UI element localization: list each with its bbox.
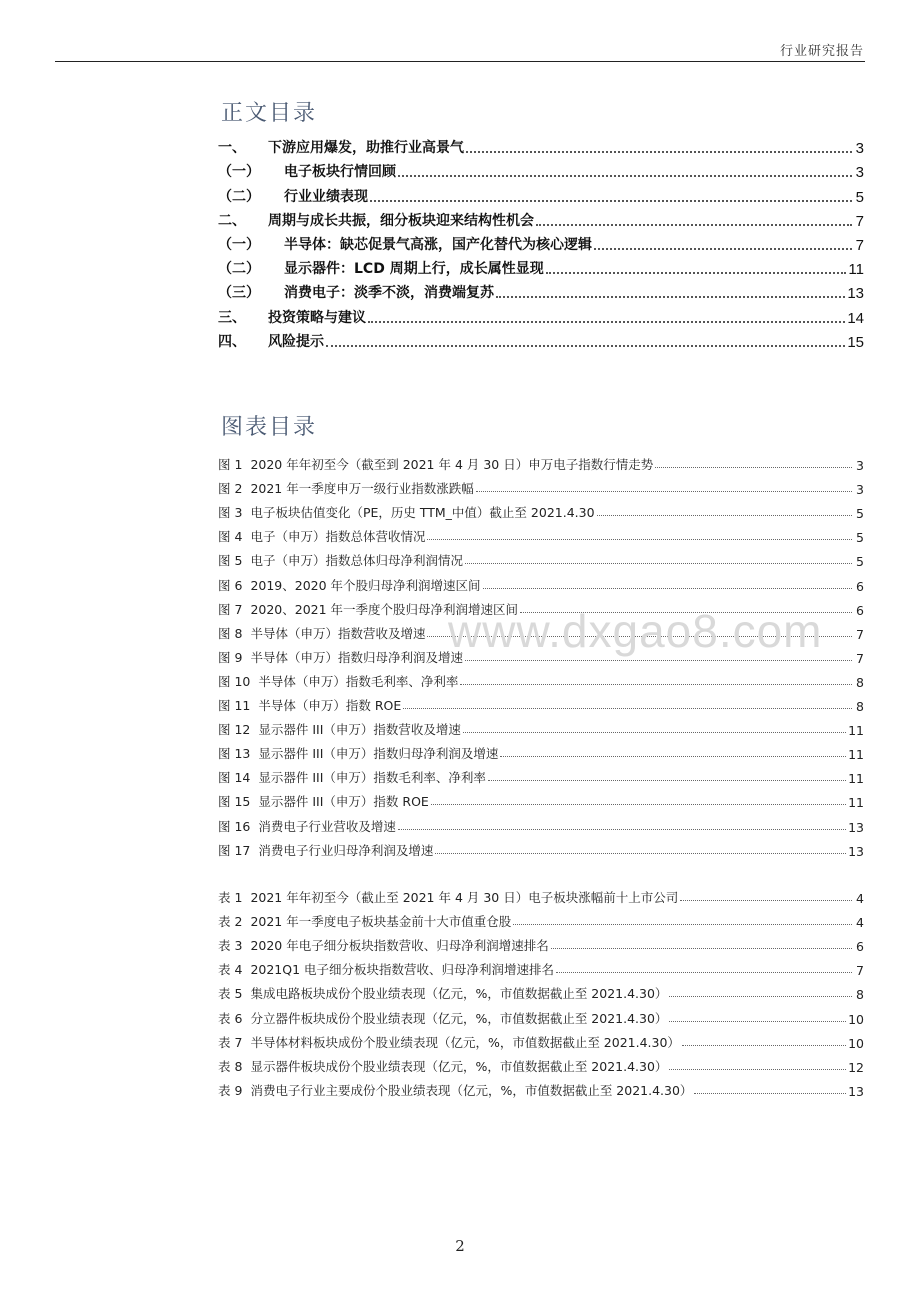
table-entry-number: 表 2 <box>218 914 243 930</box>
dot-leader <box>669 996 852 997</box>
table-entry-page: 4 <box>856 915 864 931</box>
figure-entry-title: 2021 年一季度申万一级行业指数涨跌幅 <box>250 481 474 497</box>
figure-entry-title: 半导体（申万）指数营收及增速 <box>250 625 426 641</box>
figure-entry-number: 图 2 <box>218 481 243 497</box>
figure-entry-title: 电子板块估值变化（PE，历史 TTM_中值）截止至 2021.4.30 <box>250 505 595 521</box>
figure-entry[interactable] <box>218 690 864 714</box>
dot-leader <box>466 151 852 153</box>
toc-entry-title: 行业业绩表现 <box>284 188 368 205</box>
toc-entry-title: 周期与成长共振，细分板块迎来结构性机会 <box>268 212 534 229</box>
toc-entry-page: 14 <box>847 309 864 327</box>
figure-entry-title: 显示器件 III（申万）指数营收及增速 <box>258 722 461 738</box>
figure-entry-number: 图 9 <box>218 649 243 665</box>
toc-entry-title: 下游应用爆发，助推行业高景气 <box>268 140 464 157</box>
toc-entry-number: （一） <box>218 236 260 253</box>
table-entry[interactable] <box>218 1051 864 1075</box>
figure-entry[interactable] <box>218 449 864 473</box>
figure-entry-page: 13 <box>848 819 864 835</box>
dot-leader <box>427 539 852 540</box>
figure-entry-number: 图 17 <box>218 842 251 858</box>
table-entry-title: 半导体材料板块成份个股业绩表现（亿元，%，市值数据截止至 2021.4.30） <box>250 1034 680 1050</box>
table-entry-number: 表 3 <box>218 938 243 954</box>
watermark: www.dxgao8.com <box>448 605 823 657</box>
figure-entry[interactable] <box>218 810 864 834</box>
toc-list <box>218 133 864 351</box>
toc-entry-page: 5 <box>855 188 864 206</box>
dot-leader <box>655 467 852 468</box>
table-entry-title: 2021 年一季度电子板块基金前十大市值重仓股 <box>250 914 512 930</box>
dot-leader <box>488 780 846 781</box>
toc-entry-number: （二） <box>218 188 260 205</box>
figure-entry-number: 图 8 <box>218 625 243 641</box>
dot-leader <box>465 660 852 661</box>
figure-entry-title: 2019、2020 年个股归母净利润增速区间 <box>250 577 481 593</box>
toc-entry-page: 7 <box>855 236 864 254</box>
toc-entry-title: 消费电子：淡季不淡，消费端复苏 <box>284 285 494 302</box>
toc-heading: 正文目录 <box>221 101 318 126</box>
table-entry-page: 8 <box>856 987 864 1003</box>
figure-entry-number: 图 14 <box>218 770 251 786</box>
table-entry-title: 2021 年年初至今（截止至 2021 年 4 月 30 日）电子板块涨幅前十上市公司 <box>250 890 679 906</box>
dot-leader <box>500 756 846 757</box>
dot-leader <box>398 829 846 830</box>
table-entry-title: 集成电路板块成份个股业绩表现（亿元，%，市值数据截止至 2021.4.30） <box>250 986 668 1002</box>
figure-entry-title: 显示器件 III（申万）指数毛利率、净利率 <box>258 770 486 786</box>
table-entry-title: 分立器件板块成份个股业绩表现（亿元，%，市值数据截止至 2021.4.30） <box>250 1010 668 1026</box>
toc-entry[interactable] <box>218 230 864 254</box>
toc-entry-number: （二） <box>218 261 260 278</box>
figure-entry-number: 图 13 <box>218 746 251 762</box>
figure-entry-title: 半导体（申万）指数 ROE <box>258 698 402 714</box>
toc-entry-page: 3 <box>855 164 864 182</box>
dot-leader <box>403 708 852 709</box>
toc-entry[interactable] <box>218 157 864 181</box>
figure-entry[interactable] <box>218 545 864 569</box>
table-entry-number: 表 6 <box>218 1010 243 1026</box>
toc-entry-number: 一、 <box>218 140 246 157</box>
toc-entry-number: 三、 <box>218 309 246 326</box>
toc-entry-page: 3 <box>855 140 864 158</box>
table-entry-page: 6 <box>856 939 864 955</box>
figure-entry[interactable] <box>218 473 864 497</box>
table-entry[interactable] <box>218 906 864 930</box>
table-entry[interactable] <box>218 882 864 906</box>
figure-entry-page: 3 <box>856 482 864 498</box>
table-entry-number: 表 8 <box>218 1058 243 1074</box>
figure-entry-page: 11 <box>848 771 864 787</box>
figure-entry-title: 2020、2021 年一季度个股归母净利润增速区间 <box>250 601 519 617</box>
table-entry-page: 4 <box>856 891 864 907</box>
figure-entry[interactable] <box>218 714 864 738</box>
figure-entry-page: 11 <box>848 723 864 739</box>
table-entry-page: 13 <box>848 1083 864 1099</box>
table-entry[interactable] <box>218 1027 864 1051</box>
dot-leader <box>551 948 852 949</box>
toc-entry-number: 二、 <box>218 212 246 229</box>
toc-entry[interactable] <box>218 133 864 157</box>
dot-leader <box>546 272 847 274</box>
figure-entry-title: 电子（申万）指数总体营收情况 <box>250 529 426 545</box>
figure-entry-page: 5 <box>856 506 864 522</box>
figure-entry-number: 图 10 <box>218 673 251 689</box>
table-entry-number: 表 4 <box>218 962 243 978</box>
figure-entry-page: 7 <box>856 626 864 642</box>
toc-entry-number: （三） <box>218 285 260 302</box>
dot-leader <box>669 1021 846 1022</box>
figure-entry[interactable] <box>218 835 864 859</box>
dot-leader <box>483 588 852 589</box>
figure-entry-number: 图 15 <box>218 794 251 810</box>
figure-entry-title: 显示器件 III（申万）指数 ROE <box>258 794 429 810</box>
dot-leader <box>370 200 852 202</box>
toc-entry-number: （一） <box>218 164 260 181</box>
dot-leader <box>435 853 846 854</box>
figure-entry-page: 5 <box>856 554 864 570</box>
figure-entry-number: 图 4 <box>218 529 243 545</box>
dot-leader <box>463 732 846 733</box>
figure-entry-page: 6 <box>856 578 864 594</box>
figure-entry-page: 6 <box>856 602 864 618</box>
toc-entry-title: 电子板块行情回顾 <box>284 164 396 181</box>
figure-entry[interactable] <box>218 762 864 786</box>
table-entry-title: 显示器件板块成份个股业绩表现（亿元，%，市值数据截止至 2021.4.30） <box>250 1058 668 1074</box>
figure-entry[interactable] <box>218 666 864 690</box>
table-entry[interactable] <box>218 954 864 978</box>
table-entry-page: 10 <box>848 1011 864 1027</box>
toc-entry-page: 13 <box>847 285 864 303</box>
report-type-header: 行业研究报告 <box>779 44 864 59</box>
figure-entry-page: 7 <box>856 650 864 666</box>
toc-entry[interactable] <box>218 278 864 302</box>
dot-leader <box>465 563 852 564</box>
dot-leader <box>669 1069 846 1070</box>
dot-leader <box>326 345 845 347</box>
figure-entry-number: 图 12 <box>218 722 251 738</box>
figure-entry-title: 消费电子行业归母净利润及增速 <box>258 842 434 858</box>
figure-entry-page: 5 <box>856 530 864 546</box>
figure-entry-number: 图 11 <box>218 698 251 714</box>
toc-entry[interactable] <box>218 254 864 278</box>
dot-leader <box>513 924 852 925</box>
dot-leader <box>682 1045 846 1046</box>
figure-entry[interactable] <box>218 786 864 810</box>
toc-entry-title: 风险提示 <box>268 333 324 350</box>
toc-entry-title: 显示器件：LCD 周期上行，成长属性显现 <box>284 261 544 278</box>
table-entry-page: 7 <box>856 963 864 979</box>
figure-entry[interactable] <box>218 497 864 521</box>
dot-leader <box>597 515 852 516</box>
figure-entry-page: 11 <box>848 795 864 811</box>
dot-leader <box>398 175 852 177</box>
page-number: 2 <box>455 1237 465 1255</box>
table-entry-number: 表 9 <box>218 1082 243 1098</box>
figure-entry-number: 图 7 <box>218 601 243 617</box>
figure-entry-number: 图 5 <box>218 553 243 569</box>
dot-leader <box>694 1093 846 1094</box>
dot-leader <box>368 321 845 323</box>
table-entry[interactable] <box>218 930 864 954</box>
table-entry-page: 12 <box>848 1059 864 1075</box>
figure-entry-page: 8 <box>856 674 864 690</box>
tables-list <box>218 882 864 1099</box>
dot-leader <box>476 491 852 492</box>
figure-entry-number: 图 16 <box>218 818 251 834</box>
figure-entry-page: 8 <box>856 699 864 715</box>
figure-entry-number: 图 1 <box>218 457 243 473</box>
figure-entry[interactable] <box>218 569 864 593</box>
table-entry-title: 消费电子行业主要成份个股业绩表现（亿元，%，市值数据截止至 2021.4.30） <box>250 1082 693 1098</box>
dot-leader <box>460 684 852 685</box>
table-entry-title: 2021Q1 电子细分板块指数营收、归母净利润增速排名 <box>250 962 555 978</box>
figure-entry-number: 图 6 <box>218 577 243 593</box>
figure-entry-title: 电子（申万）指数总体归母净利润情况 <box>250 553 463 569</box>
toc-entry-number: 四、 <box>218 333 246 350</box>
dot-leader <box>594 248 852 250</box>
figure-entry-page: 3 <box>856 458 864 474</box>
toc-entry-title: 半导体：缺芯促景气高涨，国产化替代为核心逻辑 <box>284 236 592 253</box>
figure-entry-title: 半导体（申万）指数归母净利润及增速 <box>250 649 463 665</box>
dot-leader <box>680 900 852 901</box>
toc-entry-page: 15 <box>847 333 864 351</box>
dot-leader <box>496 296 845 298</box>
figure-entry-page: 11 <box>848 747 864 763</box>
table-entry-number: 表 7 <box>218 1034 243 1050</box>
table-entry-page: 10 <box>848 1035 864 1051</box>
toc-entry-page: 11 <box>848 261 864 279</box>
table-entry-title: 2020 年电子细分板块指数营收、归母净利润增速排名 <box>250 938 549 954</box>
toc-entry-title: 投资策略与建议 <box>268 309 366 326</box>
figure-entry-number: 图 3 <box>218 505 243 521</box>
header-divider <box>55 61 865 62</box>
dot-leader <box>431 804 846 805</box>
toc-entry[interactable] <box>218 181 864 205</box>
figure-entry-title: 显示器件 III（申万）指数归母净利润及增速 <box>258 746 499 762</box>
figure-entry-page: 13 <box>848 843 864 859</box>
toc-entry-page: 7 <box>855 212 864 230</box>
toc-entry[interactable] <box>218 327 864 351</box>
dot-leader <box>556 972 852 973</box>
table-entry-number: 表 5 <box>218 986 243 1002</box>
table-entry-number: 表 1 <box>218 890 243 906</box>
toc-entry[interactable] <box>218 302 864 326</box>
table-entry[interactable] <box>218 1075 864 1099</box>
figure-entry-title: 消费电子行业营收及增速 <box>258 818 396 834</box>
figure-entry-title: 2020 年年初至今（截至到 2021 年 4 月 30 日）申万电子指数行情走势 <box>250 457 654 473</box>
figure-entry[interactable] <box>218 521 864 545</box>
dot-leader <box>536 224 852 226</box>
figure-entry-title: 半导体（申万）指数毛利率、净利率 <box>258 673 459 689</box>
toc-entry[interactable] <box>218 206 864 230</box>
table-entry[interactable] <box>218 978 864 1002</box>
figure-entry[interactable] <box>218 738 864 762</box>
table-entry[interactable] <box>218 1002 864 1026</box>
figures-heading: 图表目录 <box>221 415 318 440</box>
